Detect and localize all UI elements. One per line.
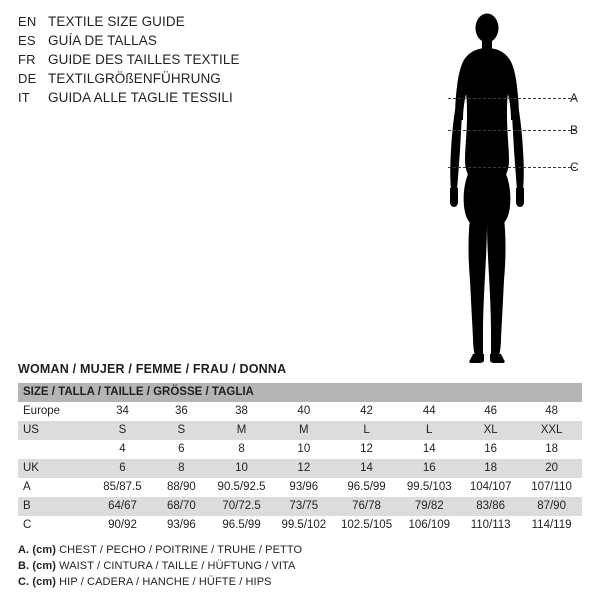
table-cell: L: [335, 421, 399, 440]
table-cell: 99.5/103: [398, 478, 460, 497]
legend-row-a: [18, 542, 578, 558]
table-cell: S: [92, 421, 152, 440]
table-cell: 10: [210, 459, 273, 478]
table-cell: 110/113: [460, 516, 521, 535]
table-cell: M: [210, 421, 273, 440]
table-cell: 14: [335, 459, 399, 478]
language-list: [18, 14, 318, 109]
language-code: EN: [18, 14, 37, 29]
table-cell: 83/86: [460, 497, 521, 516]
table-row: [18, 516, 582, 535]
table-cell: XL: [460, 421, 521, 440]
table-cell: 40: [273, 402, 335, 421]
table-cell: 93/96: [153, 516, 211, 535]
table-cell: 10: [273, 440, 335, 459]
language-row-en: [18, 14, 318, 33]
table-cell: 102.5/105: [335, 516, 399, 535]
measurement-legend: [18, 542, 578, 590]
table-cell: 44: [398, 402, 460, 421]
table-cell: 8: [210, 440, 273, 459]
measure-label-b: B: [570, 123, 579, 137]
table-row: [18, 402, 582, 421]
language-title: TEXTILE SIZE GUIDE: [48, 14, 185, 29]
table-cell: 104/107: [460, 478, 521, 497]
female-silhouette-icon: [420, 8, 590, 368]
language-code: IT: [18, 90, 30, 105]
table-cell: 20: [521, 459, 582, 478]
table-cell: 107/110: [521, 478, 582, 497]
table-cell: 6: [153, 440, 211, 459]
language-title: GUIDA ALLE TAGLIE TESSILI: [48, 90, 233, 105]
table-cell: 36: [153, 402, 211, 421]
measure-line-b: [448, 130, 576, 131]
language-title: TEXTILGRÖßENFÜHRUNG: [48, 71, 221, 86]
table-cell: 16: [460, 440, 521, 459]
table-cell: S: [153, 421, 211, 440]
table-row: [18, 459, 582, 478]
table-cell: 16: [398, 459, 460, 478]
table-cell: 114/119: [521, 516, 582, 535]
language-title: GUIDE DES TAILLES TEXTILE: [48, 52, 240, 67]
table-cell: 68/70: [153, 497, 211, 516]
table-row: [18, 497, 582, 516]
language-code: DE: [18, 71, 37, 86]
row-label: A: [18, 478, 92, 497]
legend-key: C. (cm): [18, 576, 56, 588]
language-code: FR: [18, 52, 36, 67]
table-cell: 73/75: [273, 497, 335, 516]
table-cell: 48: [521, 402, 582, 421]
language-row-es: [18, 33, 318, 52]
table-cell: 99.5/102: [273, 516, 335, 535]
language-row-it: [18, 90, 318, 109]
table-row: [18, 440, 582, 459]
table-cell: 88/90: [153, 478, 211, 497]
table-cell: 6: [92, 459, 152, 478]
legend-key: A. (cm): [18, 544, 56, 556]
table-row: [18, 478, 582, 497]
measure-line-c: [448, 167, 576, 168]
table-cell: 76/78: [335, 497, 399, 516]
table-row: [18, 421, 582, 440]
measure-label-c: C: [570, 160, 579, 174]
legend-text: CHEST / PECHO / POITRINE / TRUHE / PETTO: [59, 544, 303, 556]
table-cell: 14: [398, 440, 460, 459]
table-header-row: [18, 383, 582, 402]
row-label: UK: [18, 459, 92, 478]
row-label: US: [18, 421, 92, 440]
language-code: ES: [18, 33, 36, 48]
row-label: [18, 440, 92, 459]
table-cell: 90.5/92.5: [210, 478, 273, 497]
legend-key: B. (cm): [18, 560, 56, 572]
table-header-label: SIZE / TALLA / TAILLE / GRÖSSE / TAGLIA: [18, 383, 582, 402]
measure-label-a: A: [570, 91, 579, 105]
table-cell: L: [398, 421, 460, 440]
table-cell: 87/90: [521, 497, 582, 516]
table-cell: XXL: [521, 421, 582, 440]
language-title: GUÍA DE TALLAS: [48, 33, 157, 48]
table-cell: 42: [335, 402, 399, 421]
row-label: C: [18, 516, 92, 535]
table-cell: 70/72.5: [210, 497, 273, 516]
row-label: Europe: [18, 402, 92, 421]
table-cell: 12: [335, 440, 399, 459]
language-row-fr: [18, 52, 318, 71]
legend-row-c: [18, 574, 578, 590]
table-cell: 106/109: [398, 516, 460, 535]
size-table: [18, 383, 582, 535]
table-cell: 18: [521, 440, 582, 459]
row-label: B: [18, 497, 92, 516]
table-cell: 85/87.5: [92, 478, 152, 497]
table-cell: 96.5/99: [335, 478, 399, 497]
table-cell: M: [273, 421, 335, 440]
table-cell: 90/92: [92, 516, 152, 535]
table-cell: 93/96: [273, 478, 335, 497]
table-cell: 46: [460, 402, 521, 421]
table-cell: 96.5/99: [210, 516, 273, 535]
measure-line-a: [448, 98, 576, 99]
table-cell: 64/67: [92, 497, 152, 516]
table-cell: 18: [460, 459, 521, 478]
legend-text: HIP / CADERA / HANCHE / HÜFTE / HIPS: [59, 576, 272, 588]
female-body-figure: [420, 8, 590, 368]
language-row-de: [18, 71, 318, 90]
section-title: WOMAN / MUJER / FEMME / FRAU / DONNA: [18, 362, 287, 376]
table-cell: 12: [273, 459, 335, 478]
legend-text: WAIST / CINTURA / TAILLE / HÜFTUNG / VITA: [59, 560, 296, 572]
table-cell: 38: [210, 402, 273, 421]
table-cell: 4: [92, 440, 152, 459]
table-cell: 8: [153, 459, 211, 478]
table-cell: 34: [92, 402, 152, 421]
table-cell: 79/82: [398, 497, 460, 516]
legend-row-b: [18, 558, 578, 574]
